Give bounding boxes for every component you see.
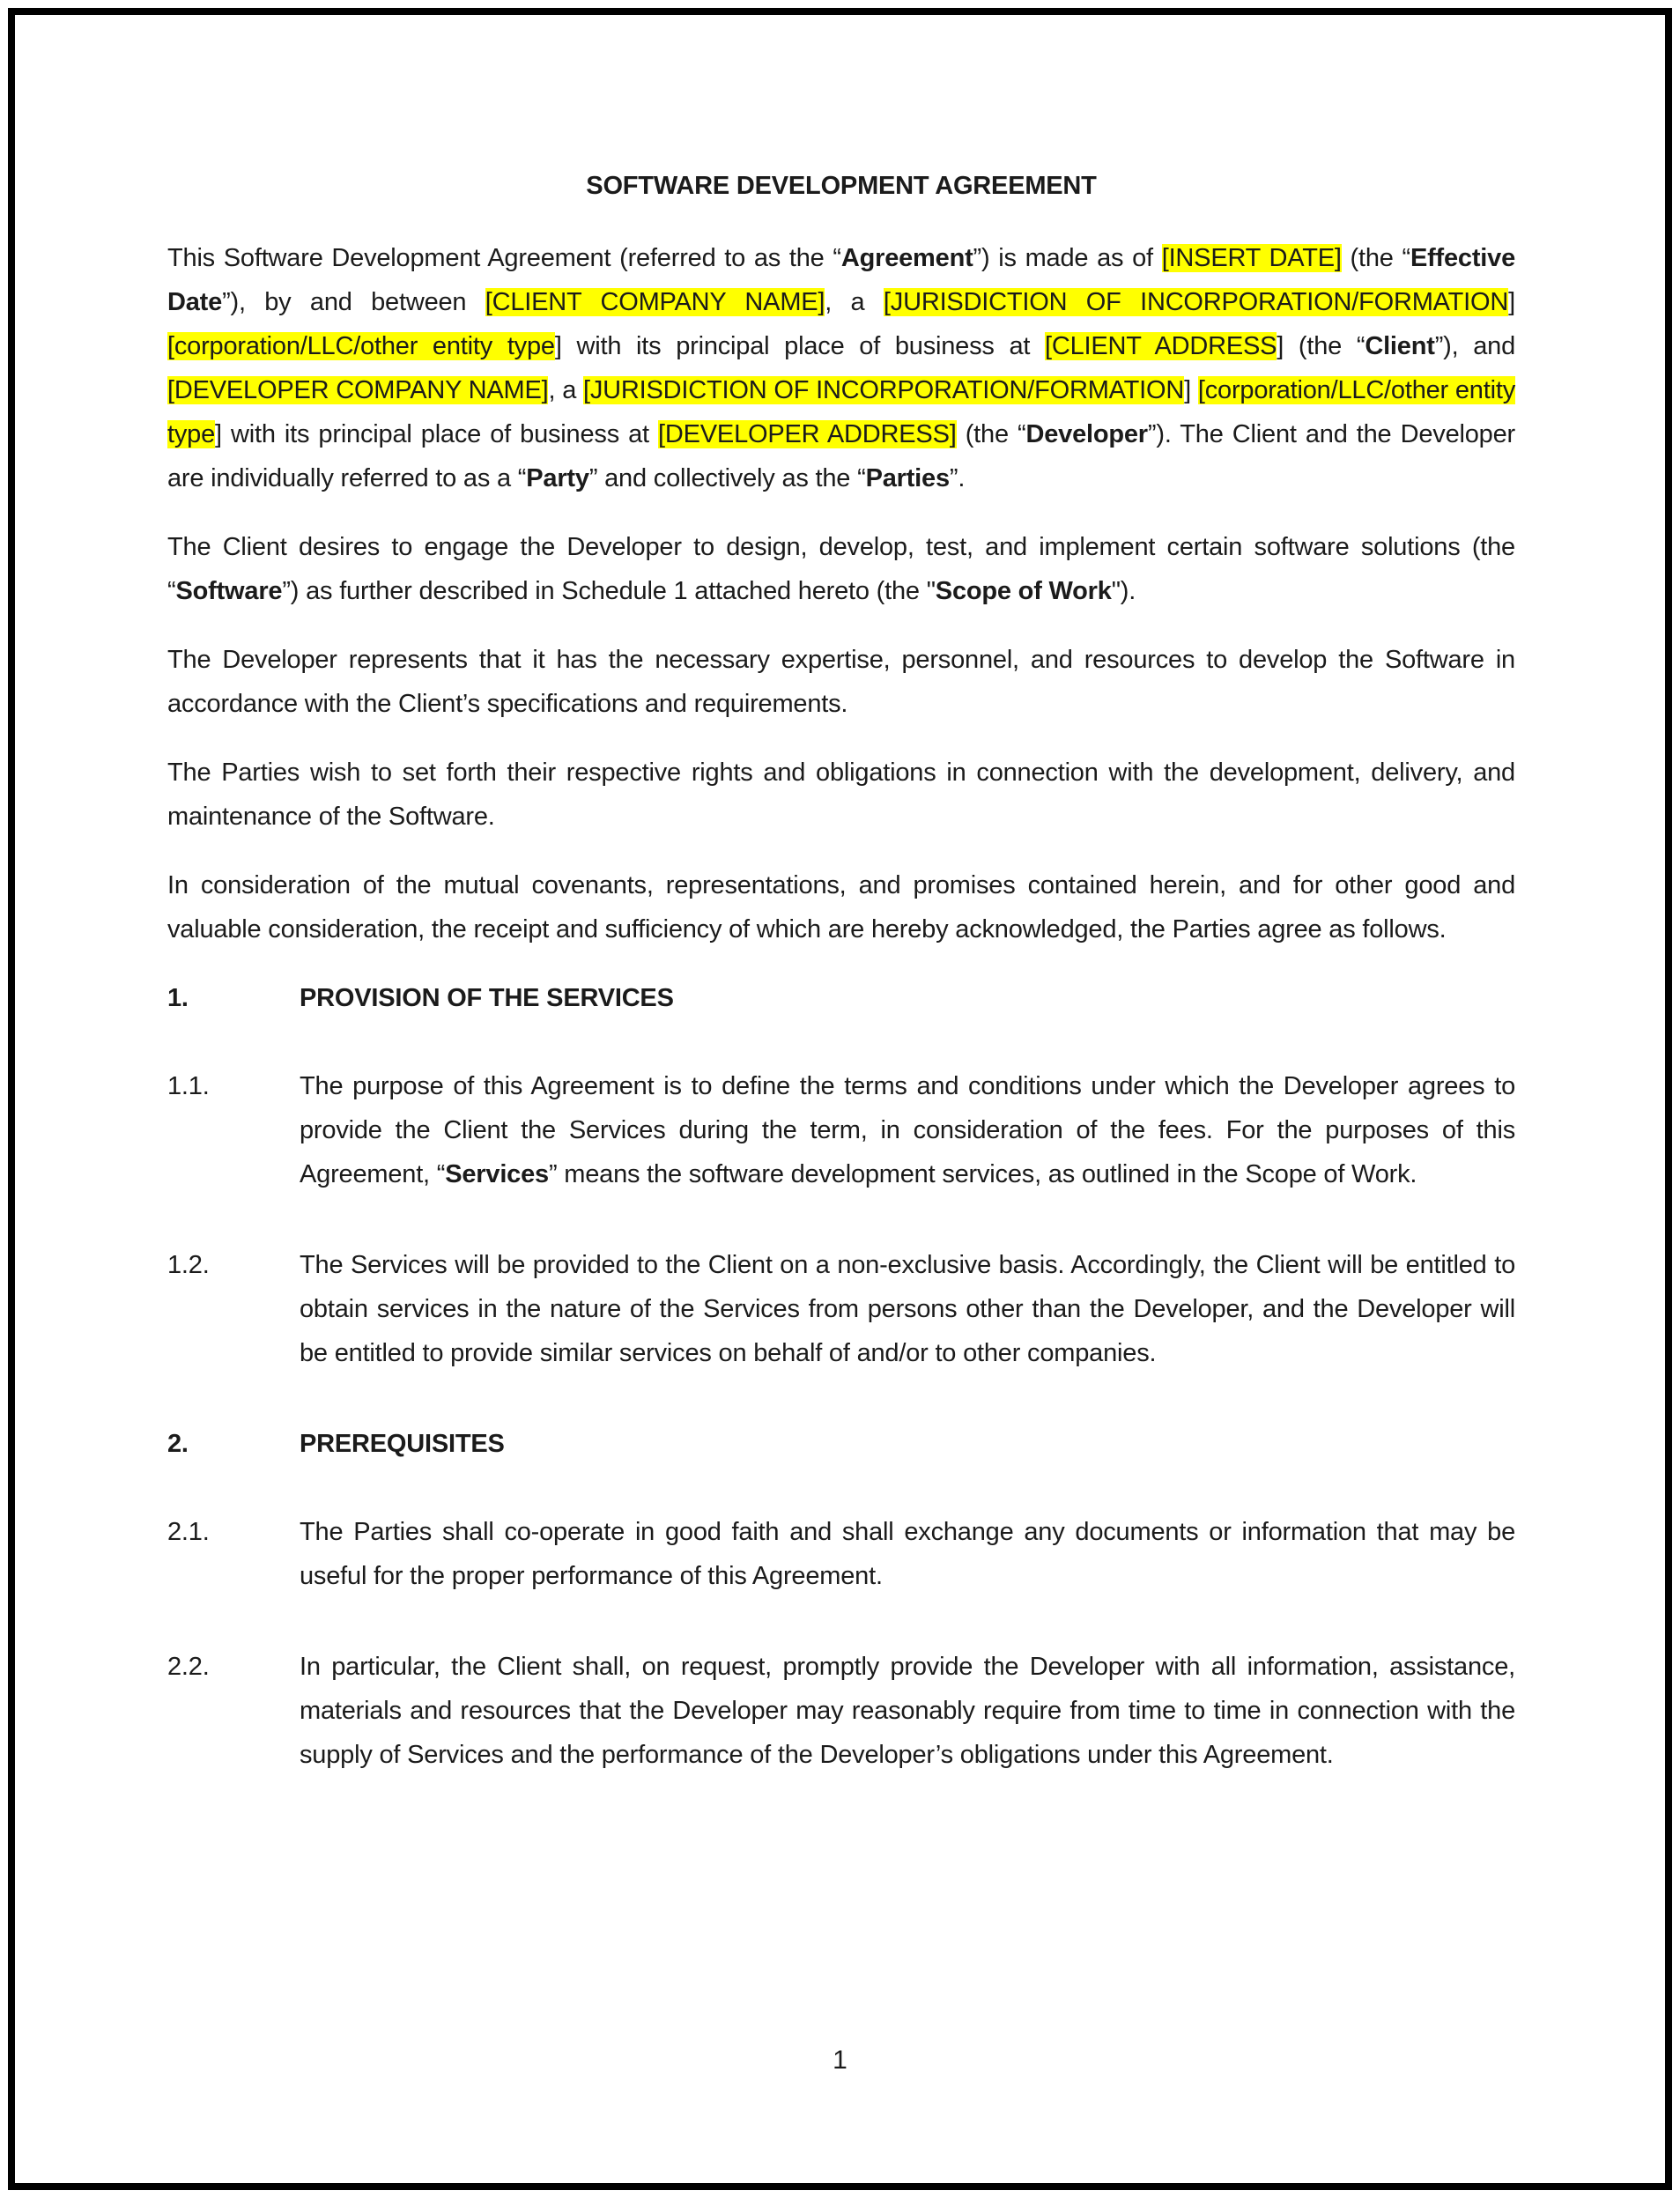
text-run: ] <box>1184 376 1198 404</box>
paragraph <box>167 751 1515 839</box>
placeholder-highlight: [CLIENT COMPANY NAME] <box>485 288 825 316</box>
text-run: ] with its principal place of business at <box>215 420 659 448</box>
text-run: ” means the software development services, as outlined in the Scope of Work. <box>548 1160 1417 1188</box>
clause <box>167 1064 1515 1196</box>
clause-text <box>300 1243 1515 1375</box>
clause <box>167 1510 1515 1598</box>
document-title: SOFTWARE DEVELOPMENT AGREEMENT <box>586 172 1097 200</box>
defined-term: Developer <box>1025 420 1148 448</box>
paragraph <box>167 525 1515 613</box>
text-run: The purpose of this Agreement is to define the terms and conditions under which the Developer agrees to provide the Client the Services during the term, in consideration of the fees. For the purposes of this Agreement, “ <box>300 1072 1515 1188</box>
clause-number: 1. <box>167 984 189 1012</box>
defined-term: Effective Date <box>167 244 1516 316</box>
document-body <box>167 164 1515 1824</box>
text-run: ”), by and between <box>222 288 485 316</box>
clause <box>167 1243 1515 1375</box>
text-run: The Client desires to engage the Developer to design, develop, test, and implement certain software solutions (the “ <box>167 533 1515 605</box>
clause-text <box>300 1064 1515 1196</box>
clause-number: 1.2. <box>167 1251 210 1279</box>
text-run: ”). The Client and the Developer are individually referred to as a “ <box>167 420 1515 492</box>
placeholder-highlight: [CLIENT ADDRESS <box>1045 332 1277 360</box>
clause-text <box>300 1645 1515 1777</box>
text-run: ”. <box>949 464 966 492</box>
clause-number: 2. <box>167 1430 189 1458</box>
document-blocks <box>167 236 1515 1777</box>
defined-term: Parties <box>865 464 950 492</box>
section-heading-text: PREREQUISITES <box>300 1430 505 1458</box>
placeholder-highlight: [INSERT DATE] <box>1161 244 1342 272</box>
section-heading-text: PROVISION OF THE SERVICES <box>300 984 674 1012</box>
clause-number: 2.1. <box>167 1518 210 1546</box>
clause <box>167 1645 1515 1777</box>
text-run: The Services will be provided to the Client on a non-exclusive basis. Accordingly, the Client will be entitled to obtain services in the nature of the Services from persons other than the Developer, and the Developer will be entitled to provide similar services on behalf of and/or to other companies. <box>300 1251 1515 1367</box>
text-run: (the “ <box>956 420 1026 448</box>
defined-term: Scope of Work <box>935 577 1112 605</box>
paragraph <box>167 638 1515 726</box>
paragraph <box>167 863 1515 951</box>
section-heading <box>167 1422 1515 1466</box>
placeholder-highlight: [JURISDICTION OF INCORPORATION/FORMATION <box>583 376 1185 404</box>
clause-number: 2.2. <box>167 1653 210 1681</box>
text-run: ] (the “ <box>1277 332 1365 360</box>
text-run: In consideration of the mutual covenants, representations, and promises contained herein, and for other good and valuable consideration, the receipt and sufficiency of which are hereby acknowledged, the Parties agree as follows. <box>167 871 1515 944</box>
text-run: "). <box>1111 577 1136 605</box>
text-run: ”) is made as of <box>973 244 1162 272</box>
defined-term: Services <box>445 1160 549 1188</box>
text-run: ] with its principal place of business at <box>554 332 1046 360</box>
text-run: ”) as further described in Schedule 1 attached hereto (the " <box>282 577 936 605</box>
defined-term: Agreement <box>840 244 973 272</box>
clause-number: 1.1. <box>167 1072 210 1100</box>
text-run: The Developer represents that it has the necessary expertise, personnel, and resources to develop the Software in accordance with the Client’s specifications and requirements. <box>167 646 1515 718</box>
text-run: , a <box>825 288 884 316</box>
placeholder-highlight: [DEVELOPER COMPANY NAME] <box>167 376 549 404</box>
defined-term: Software <box>175 577 283 605</box>
placeholder-highlight: [corporation/LLC/other entity type <box>167 332 555 360</box>
placeholder-highlight: [DEVELOPER ADDRESS] <box>658 420 957 448</box>
clause-text <box>300 1510 1515 1598</box>
text-run: In particular, the Client shall, on request, promptly provide the Developer with all information, assistance, materials and resources that the Developer may reasonably require from time to time in connection with the supply of Services and the performance of the Developer’s obligations under this Agreement. <box>300 1653 1515 1769</box>
page-number: 1 <box>833 2046 847 2075</box>
section-heading <box>167 976 1515 1020</box>
text-run: ” and collectively as the “ <box>588 464 866 492</box>
text-run: The Parties wish to set forth their respective rights and obligations in connection with the development, delivery, and maintenance of the Software. <box>167 759 1515 831</box>
text-run: The Parties shall co-operate in good faith and shall exchange any documents or information that may be useful for the proper performance of this Agreement. <box>300 1518 1515 1590</box>
text-run: ] <box>1508 288 1515 316</box>
defined-term: Client <box>1365 332 1435 360</box>
placeholder-highlight: [JURISDICTION OF INCORPORATION/FORMATION <box>883 288 1509 316</box>
placeholder-highlight: [corporation/LLC/other entity type <box>167 376 1515 448</box>
defined-term: Party <box>526 464 589 492</box>
paragraph <box>167 236 1515 500</box>
text-run: This Software Development Agreement (referred to as the “ <box>167 244 841 272</box>
text-run: , a <box>548 376 584 404</box>
text-run: ”), and <box>1434 332 1516 360</box>
text-run: (the “ <box>1341 244 1410 272</box>
